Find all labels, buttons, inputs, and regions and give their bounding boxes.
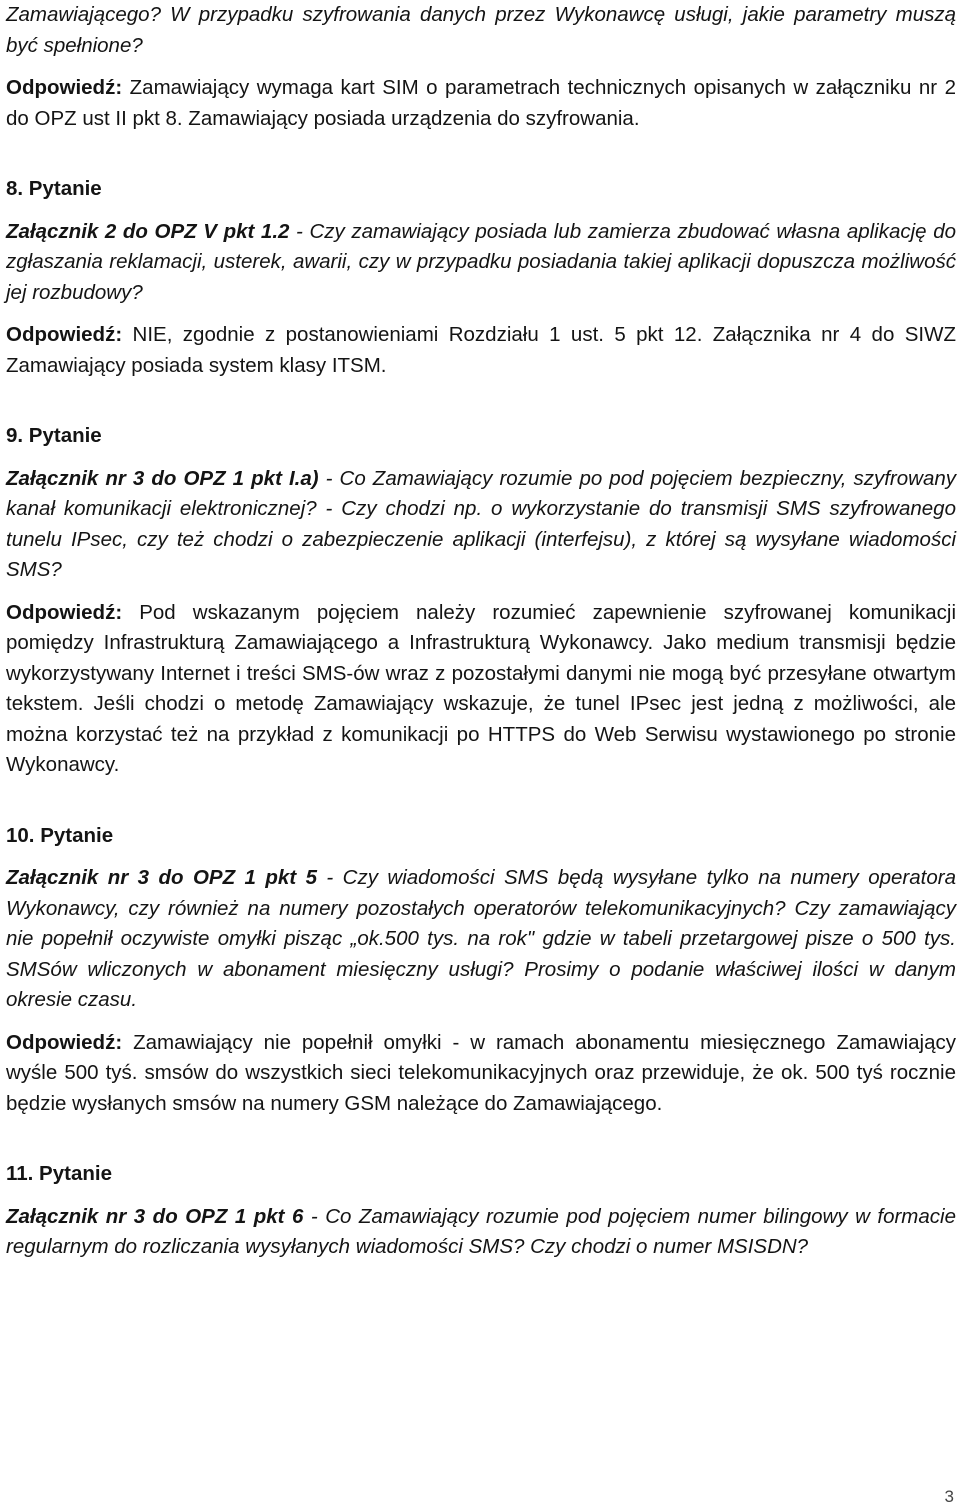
answer-10 (6, 1028, 956, 1120)
question-9-text (6, 464, 956, 586)
answer-text: Zamawiający nie popełnił omyłki - w ramach abonamentu miesięcznego Zamawiający wyśle 500 tyś. smsów do wszystkich sieci telekomunikacyjnych oraz przewiduje, że ok. 500 tyś rocznie będzie wysłanych smsów na numery GSM należące do Zamawiającego. (6, 1030, 956, 1115)
question-11-ref: Załącznik nr 3 do OPZ 1 pkt 6 (6, 1204, 304, 1228)
question-8-heading: 8. Pytanie (6, 177, 102, 200)
answer-text: Pod wskazanym pojęciem należy rozumieć zapewnienie szyfrowanej komunikacji pomiędzy Infrastrukturą Zamawiającego a Infrastrukturą Wykonawcy. Jako medium transmisji będzie wykorzystywany Internet i treści SMS-ów wraz z pozostałymi danymi nie mogą być przesyłane otwartym tekstem. Jeśli chodzi o metodę Zamawiający wskazuje, że tunel IPsec jest jedną z możliwości, ale można korzystać też na przykład z komunikacji po HTTPS do Web Serwisu wystawionego po stronie Wykonawcy. (6, 600, 956, 776)
intro-answer (6, 73, 956, 134)
question-10-ref: Załącznik nr 3 do OPZ 1 pkt 5 (6, 866, 317, 889)
answer-label: Odpowiedź: (6, 600, 123, 624)
question-10-text (6, 863, 956, 1016)
question-11-body: - Co Zamawiający rozumie pod pojęciem numer bilingowy w formacie regularnym do rozliczania wysyłanych wiadomości SMS? Czy chodzi o numer MSISDN? (6, 1204, 956, 1258)
intro-question-tail: Zamawiającego? W przypadku szyfrowania danych przez Wykonawcę usługi, jakie parametry muszą być spełnione? (6, 3, 956, 57)
answer-label: Odpowiedź: (6, 1030, 123, 1054)
answer-9 (6, 598, 956, 781)
question-10-heading: 10. Pytanie (6, 823, 114, 847)
page-number: 3 (944, 1487, 954, 1506)
answer-8 (6, 320, 956, 381)
question-11-text (6, 1202, 956, 1263)
answer-label: Odpowiedź: (6, 76, 123, 99)
answer-text: Zamawiający wymaga kart SIM o parametrach technicznych opisanych w załączniku nr 2 do OPZ ust II pkt 8. Zamawiający posiada urządzenia do szyfrowania. (6, 76, 956, 130)
question-9-body: - Co Zamawiający rozumie po pod pojęciem bezpieczny, szyfrowany kanał komunikacji elektronicznej? - Czy chodzi np. o wykorzystanie do transmisji SMS szyfrowanego tunelu IPsec, czy też chodzi o zabezpieczenie aplikacji (interfejsu), z której są wysyłane wiadomości SMS? (6, 466, 956, 581)
question-8-body: - Czy zamawiający posiada lub zamierza zbudować własna aplikację do zgłaszania reklamacji, usterek, awarii, czy w przypadku posiadania takiej aplikacji dopuszcza możliwość jej rozbudowy? (6, 219, 956, 304)
question-8-ref: Załącznik 2 do OPZ V pkt 1.2 (6, 219, 290, 243)
question-11-heading: 11. Pytanie (6, 1162, 112, 1185)
question-9-ref: Załącznik nr 3 do OPZ 1 pkt I.a) (6, 466, 319, 490)
document-page (6, 0, 956, 1263)
answer-text: NIE, zgodnie z postanowieniami Rozdziału 1 ust. 5 pkt 12. Załącznika nr 4 do SIWZ Zamawiający posiada system klasy ITSM. (6, 323, 956, 377)
answer-label: Odpowiedź: (6, 323, 123, 346)
question-9-heading: 9. Pytanie (6, 424, 102, 447)
question-10-body: - Czy wiadomości SMS będą wysyłane tylko na numery operatora Wykonawcy, czy również na numery pozostałych operatorów telekomunikacyjnych? Czy zamawiający nie popełnił oczywiste omyłki pisząc „ok.500 tys. na rok" gdzie w tabeli przetargowej pisze o 500 tys. SMSów wliczonych w abonament miesięczny usługi? Prosimy o podanie właściwej ilości w danym okresie czasu. (6, 866, 956, 1011)
question-8-text (6, 217, 956, 309)
